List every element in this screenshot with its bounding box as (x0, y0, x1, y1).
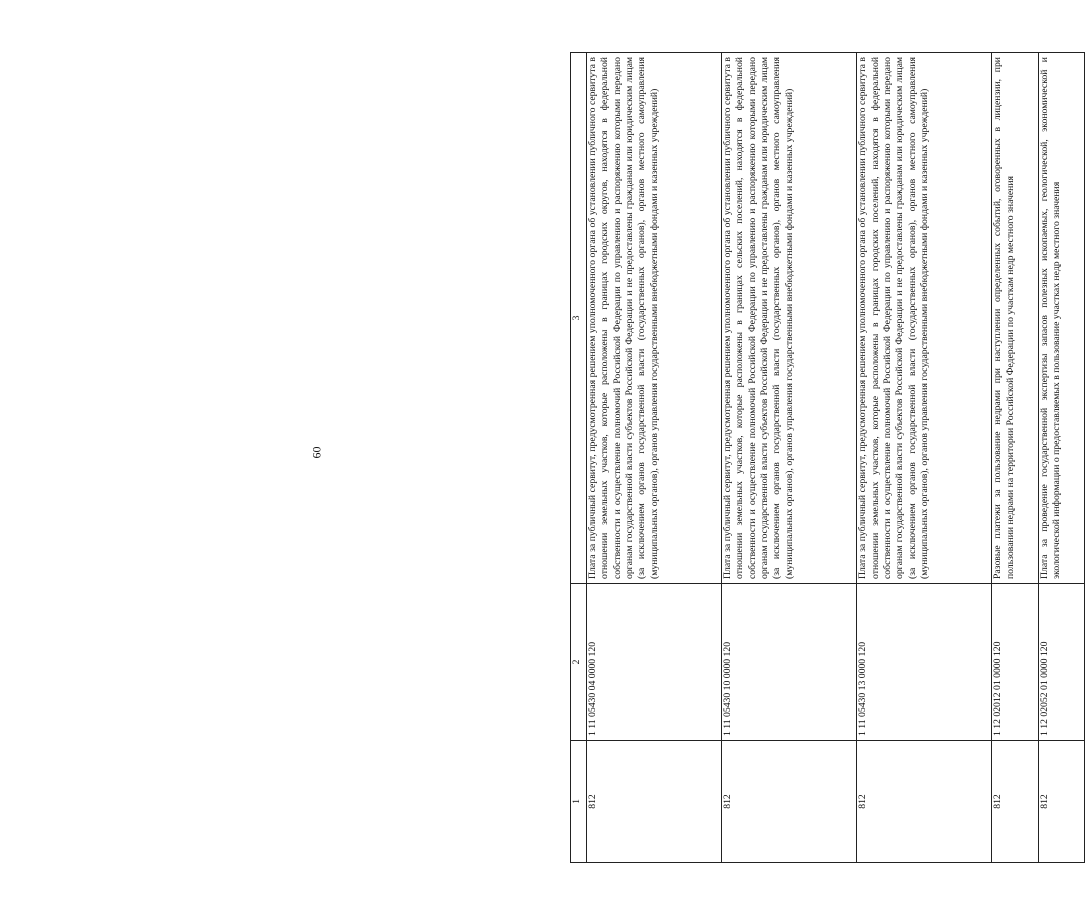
admin-code-cell: 812 (857, 741, 992, 863)
description-cell: Плата за публичный сервитут, предусмотренная решением уполномоченного органа об установлении публичного сервитута в отношении земельных участков, которые расположены в границах сельских поселений, находятся в федеральной собственности и осуществление полномочий Российской Федерации по управлению и распоряжению которыми передано органам государственной власти субъектов Российской Федерации и не предоставлены гражданам или юридическим лицам (за исключением органов государственной власти (государственных органов), органов местного самоуправления (муниципальных органов), органов управления государственными внебюджетными фондами и казенных учреждений) (722, 53, 857, 584)
table-row (857, 53, 992, 863)
kbk-code-cell: 1 11 05430 04 0000 120 (586, 584, 721, 741)
rotated-table-container (570, 53, 1085, 863)
kbk-code-cell: 1 11 05430 10 0000 120 (722, 584, 857, 741)
admin-code-cell: 812 (586, 741, 721, 863)
admin-code-cell: 812 (992, 741, 1038, 863)
kbk-code-cell: 1 12 02012 01 0000 120 (992, 584, 1038, 741)
table-header-row (571, 53, 587, 863)
kbk-code-cell: 1 11 05430 13 0000 120 (857, 584, 992, 741)
column-header-3: 3 (571, 53, 587, 584)
table-row (586, 53, 721, 863)
kbk-code-cell: 1 12 02052 01 0000 120 (1038, 584, 1084, 741)
budget-codes-table (570, 52, 1085, 863)
admin-code-cell: 812 (1038, 741, 1084, 863)
table-row (1038, 53, 1084, 863)
column-header-2: 2 (571, 584, 587, 741)
table-row (722, 53, 857, 863)
description-cell: Разовые платежи за пользование недрами при наступлении определенных событий, оговоренных в лицензии, при пользовании недрами на территории Российской Федерации по участкам недр местного значения (992, 53, 1038, 584)
description-cell: Плата за публичный сервитут, предусмотренная решением уполномоченного органа об установлении публичного сервитута в отношении земельных участков, которые расположены в границах городских округов, находятся в федеральной собственности и осуществление полномочий Российской Федерации по управлению и распоряжению которыми передано органам государственной власти субъектов Российской Федерации и не предоставлены гражданам или юридическим лицам (за исключением органов государственной власти (государственных органов), органов местного самоуправления (муниципальных органов), органов управления государственными внебюджетными фондами и казенных учреждений) (586, 53, 721, 584)
table-row (992, 53, 1038, 863)
page-number: 60 (309, 446, 324, 459)
admin-code-cell: 812 (722, 741, 857, 863)
description-cell: Плата за публичный сервитут, предусмотренная решением уполномоченного органа об установлении публичного сервитута в отношении земельных участков, которые расположены в границах городских поселений, находятся в федеральной собственности и осуществление полномочий Российской Федерации по управлению и распоряжению которыми передано органам государственной власти субъектов Российской Федерации и не предоставлены гражданам или юридическим лицам (за исключением органов государственной власти (государственных органов), органов местного самоуправления (муниципальных органов), органов управления государственными внебюджетными фондами и казенных учреждений) (857, 53, 992, 584)
column-header-1: 1 (571, 741, 587, 863)
description-cell: Плата за проведение государственной экспертизы запасов полезных ископаемых, геологической, экономической и экологической информации о предоставляемых в пользование участках недр местного значения (1038, 53, 1084, 584)
